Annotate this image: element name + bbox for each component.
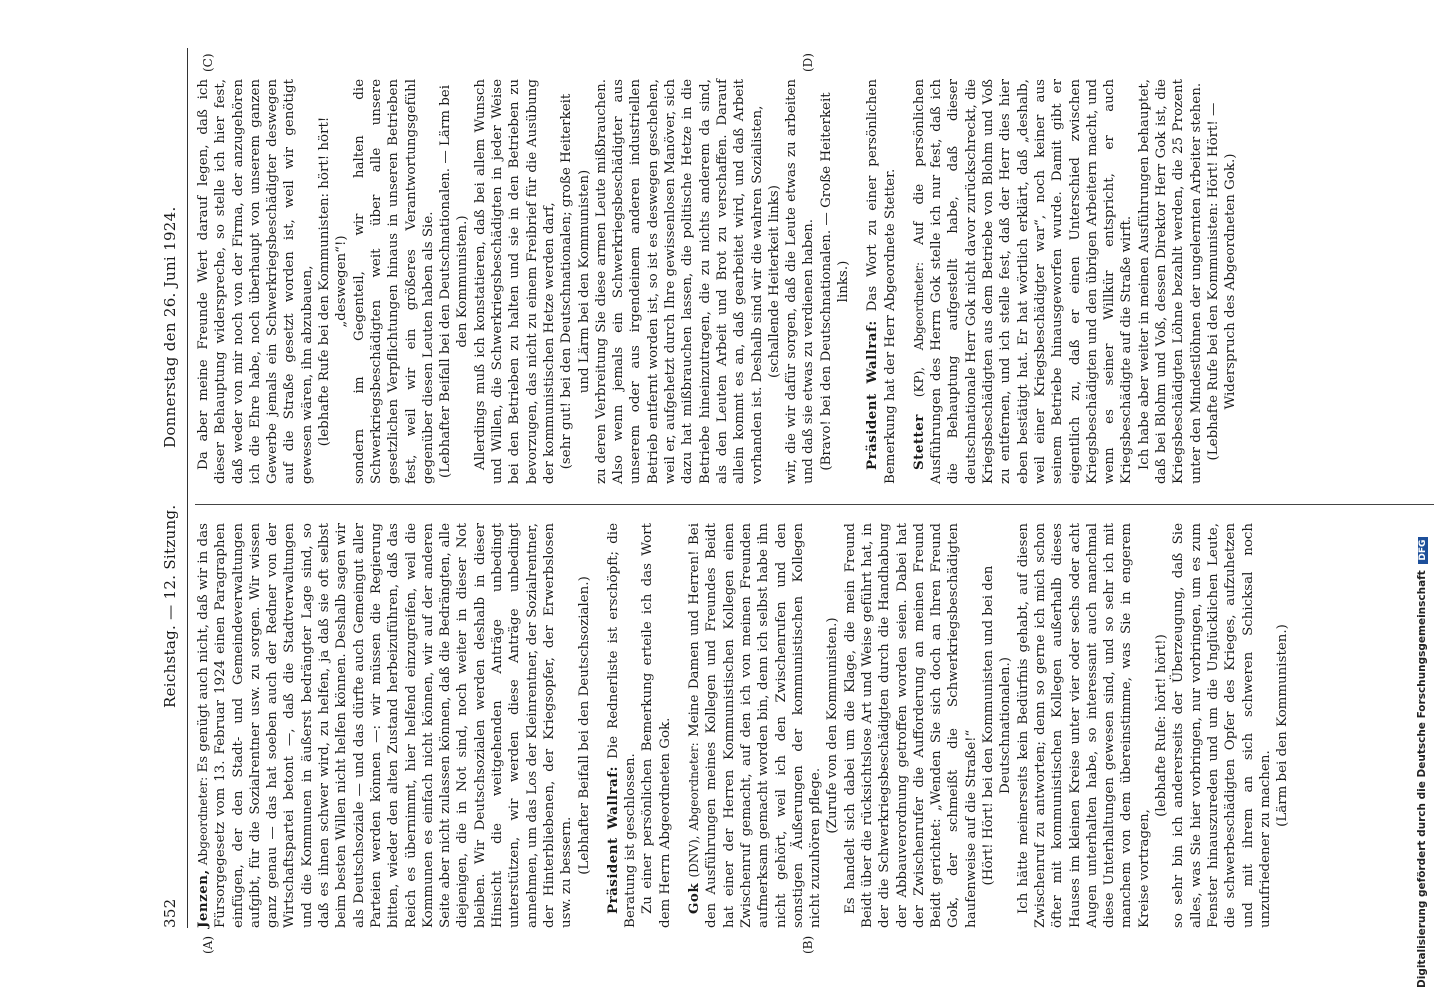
interjection: (sehr gut! bei den Deutschnationalen; große Heiterkeit und Lärm bei den Kommunisten) bbox=[559, 93, 592, 470]
credit-text: Digitalisierung gefördert durch die Deutsche Forschungsgemeinschaft bbox=[1416, 570, 1428, 988]
interjection: (Lebhafter Beifall bei den Deutschnationalen. — Lärm bei den Kommunisten.) bbox=[438, 85, 471, 478]
speech-text: Ich hätte meinerseits kein Bedürfnis gehabt, auf diesen Zwischenruf zu antworten; denn so gerne ich mich schon öfter mit kommunistischen Kollegen außerhalb dieses Hauses im kleinen Kreise unter vier oder sechs oder acht Augen unterhalten habe, so interessant auch manchmal diese Unterhaltungen gewesen sind, und so sehr ich mit manchem von dem übereinstimme, was Sie in engerem Kreise vortragen, bbox=[1015, 523, 1152, 928]
speech-text: Meine Damen und Herren! Bei den Ausführungen meines Kollegen und Freundes Beidt hat einer der Herren Kommunistischen Kollegen einen Zwischenruf gemacht, auf den ich von meinen Freunden aufmerksam gemacht worden bin, denn ich selbst habe ihn nicht gehört, weil ich den Zwischenrufen und den sonstigen Äußerungen der kommunistischen Kollegen nicht zuzuhören pflege. bbox=[687, 523, 824, 928]
interjection: (Lebhafte Rufe bei den Kommunisten: Hört! Hört! — Widerspruch des Abgeordneten Gok.) bbox=[1205, 102, 1239, 461]
interjection: (Hört! Hört! bei den Kommunisten und bei den Deutschnationalen.) bbox=[981, 565, 1014, 886]
speech-text: Auf die persönlichen Ausführungen des Herrn Gok stelle ich nur fest, daß ich die Behauptung aufgestellt habe, daß dieser deutschnationale Herr Gok nicht davor zurückschreckt, die Kriegsbeschädigten aus dem Betriebe von Blohm und Voß zu entfernen, und ich stelle fest, daß der Herr dies hier eben bestätigt hat. Er hat wörtlich erklärt, daß „deshalb, weil einer Kriegsbeschädigter war“, noch keiner aus seinem Betriebe hinausgeworfen wurde. Damit gibt er eigentlich zu, daß er einen Unterschied zwischen Kriegsbeschädigten und den übrigen Arbeitern macht, und wenn es seiner Willkür entspricht, er auch Kriegsbeschädigte auf die Straße wirft. bbox=[911, 79, 1135, 484]
speech-text: Da aber meine Freunde Wert darauf legen, daß ich dieser Behauptung widerspreche, so stelle ich hier fest, daß weder von mir noch von der Firma, der anzugehören ich die Ehre habe, noch überhaupt von unserem ganzen Gewerbe jemals ein Schwerkriegsbeschädigter deswegen auf die Straße gesetzt worden ist, weil wir genötigt gewesen wären, ihn abzubauen, bbox=[196, 79, 315, 484]
speaker-name: Gok bbox=[686, 882, 703, 914]
interjection: (schallende Heiterkeit links) bbox=[766, 184, 782, 379]
right-column bbox=[195, 79, 1434, 484]
speech-text: Allerdings muß ich konstatieren, daß bei allem Wunsch und Willen, die Schwerkriegsbeschädigten in jeder Weise bei den Betrieben zu halten und sie in den Betrieben zu bevorzugen, das nicht zu einem Freibrief für die Ausübung der kommunistischen Hetze werden darf, bbox=[472, 79, 557, 484]
page-number: 352 bbox=[161, 898, 179, 928]
margin-mark-a: (A) bbox=[201, 935, 215, 954]
speaker-role: (KP), Abgeordneter: bbox=[911, 261, 926, 398]
speech-text: zu deren Verbreitung Sie diese armen Leute mißbrauchen. Also wenn jemals ein Schwerkriegsbeschädigter aus unserem oder aus irgendeinem anderen industriellen Betrieb entfernt worden ist, so ist es deswegen geschehen, weil er, aufgehetzt durch Ihre gewissenlosen Manöver, sich dazu hat mißbrauchen lassen, die politische Hetze in die Betriebe hineinzutragen, die zu nichts anderem da sind, als den Leuten Arbeit und Brot zu verschaffen. Darauf allein kommt es an, daß gearbeitet wird, und daß Arbeit vorhanden ist. Deshalb sind wir die wahren Sozialisten, bbox=[593, 79, 765, 484]
interjection: (Lebhafter Beifall bei den Deutschsozialen.) bbox=[576, 576, 592, 875]
interjection: (Zurufe von den Kommunisten.) bbox=[825, 617, 841, 834]
speaker-role: Abgeordneter: bbox=[196, 776, 210, 866]
session-title: Reichstag. — 12. Sitzung. bbox=[161, 504, 179, 708]
speaker-name: Jenzen, bbox=[195, 869, 211, 928]
running-head bbox=[161, 48, 187, 928]
speech-text: so sehr bin ich andererseits der Überzeugung, daß Sie alles, was Sie hier vorbringen, nur vorbringen, um es zum Fenster hinauszureden und um die Unglücklichen Leute, die schwerbeschädigten Opfer des Krieges, aufzuhetzen und mit ihrem an sich schweren Schicksal noch unzufriedener zu machen. bbox=[1171, 523, 1273, 928]
speaker-name: Präsident Wallraf: bbox=[604, 766, 621, 914]
left-column bbox=[195, 523, 1434, 928]
speech-text: Es genügt auch nicht, daß wir in das Fürsorgegesetz vom 13. Februar 1924 einen Paragraphen einfügen, der den Stadt- und Gemeindeverwaltungen aufgibt, für die Sozialrentner usw. zu sorgen. Wir wissen ganz genau — das hat soeben auch der Redner von der Wirtschaftspartei betont —, daß die Stadtverwaltungen und die Kommunen in äußerst bedrängter Lage sind, so daß es ihnen schwer wird, zu helfen, ja daß sie oft selbst beim besten Willen nicht helfen können. Deshalb sagen wir als Deutschsoziale — und das dürfte auch Gemeingut aller Parteien werden können —: wir müssen die Regierung bitten, wieder den alten Zustand herbeizuführen, daß das Reich es übernimmt, hier helfend einzugreifen, weil die Kommunen es einfach nicht können, wir auf der anderen Seite aber nicht zulassen können, daß die Bedrängten, alle diejenigen, die in Not sind, noch weiter in dieser Not bleiben. Wir Deutschsozialen werden deshalb in dieser Hinsicht die weitgehenden Anträge unbedingt unterstützen, wir werden diese Anträge unbedingt annehmen, um das Los der Kleinrentner, der Sozialrentner, der Hinterbliebenen, der Kriegsopfer, der Erwerbslosen usw. zu bessern. bbox=[196, 523, 575, 928]
margin-mark-b: (B) bbox=[801, 935, 815, 954]
paragraph bbox=[864, 79, 899, 484]
margin-mark-c: (C) bbox=[201, 53, 215, 72]
speech-text: Es handelt sich dabei um die Klage, die mein Freund Beidt über die rücksichtslose Art und Weise geführt hat, in der die Schwerkriegsbeschädigten durch die Handhabung der Abbauverordnung getroffen worden seien. Dabei hat der Zwischenrufer die Aufforderung an meinen Freund Beidt gerichtet: „Wenden Sie sich doch an Ihren Freund Gok, der schmeißt die Schwerkriegsbeschädigten haufenweise auf die Straße!“ bbox=[842, 523, 979, 928]
speaker-name: Präsident Wallraf: bbox=[864, 320, 881, 470]
session-date: Donnerstag den 26. Juni 1924. bbox=[161, 206, 179, 448]
paragraph bbox=[605, 523, 640, 928]
page-body bbox=[161, 48, 1434, 954]
margin-mark-d: (D) bbox=[801, 53, 815, 72]
speech-text: Das Wort zu einer persönlichen Bemerkung hat der Herr Abgeordnete Stetter. bbox=[865, 79, 898, 484]
paragraph bbox=[195, 523, 576, 928]
rotated-page bbox=[77, 0, 1434, 1000]
interjection: (Bravo! bei den Deutschnationalen. — Große Heiterkeit links.) bbox=[818, 92, 851, 471]
interjection: (lebhafte Rufe: hört! hört!) bbox=[1154, 634, 1170, 817]
speech-text: wir, die wir dafür sorgen, daß die Leute etwas zu arbeiten und daß sie etwas zu verdienen haben. bbox=[784, 79, 817, 484]
speaker-role: (DNV), Abgeordneter: bbox=[687, 742, 702, 878]
digitization-credit bbox=[1416, 8, 1432, 988]
speaker-name: Stetter bbox=[910, 414, 927, 470]
speech-text: sondern im Gegenteil, wir halten die Schwerkriegsbeschädigten weit über alle unsere gesetzlichen Verpflichtungen hinaus in unseren Betrieben fest, weil wir ein größeres Verantwortungsgefühl gegenüber diesen Leuten haben als Sie. bbox=[351, 79, 436, 484]
speech-text: Die Rednerliste ist erschöpft; die Beratung ist geschlossen. bbox=[605, 523, 639, 928]
interjection: (Lärm bei den Kommunisten.) bbox=[1275, 624, 1291, 827]
interjection: (lebhafte Rufe bei den Kommunisten: hört! hört! „deswegen“!) bbox=[317, 116, 350, 447]
paragraph bbox=[686, 523, 824, 928]
paragraph bbox=[911, 79, 1136, 484]
column-divider bbox=[195, 504, 1434, 505]
speech-text: Zu einer persönlichen Bemerkung erteile ich das Wort dem Herrn Abgeordneten Gok. bbox=[640, 523, 673, 928]
header-rule bbox=[187, 48, 188, 928]
speech-text: Ich habe aber weiter in meinen Ausführungen behauptet, daß bei Blohm und Voß, dessen Direktor Herr Gok ist, die Kriegsbeschädigten Löhne bezahlt werden, die 25 Prozent unter den Mindestlöhnen der ungelernten Arbeiter stehen. bbox=[1136, 79, 1204, 484]
dfg-logo: DFG bbox=[1418, 537, 1428, 564]
